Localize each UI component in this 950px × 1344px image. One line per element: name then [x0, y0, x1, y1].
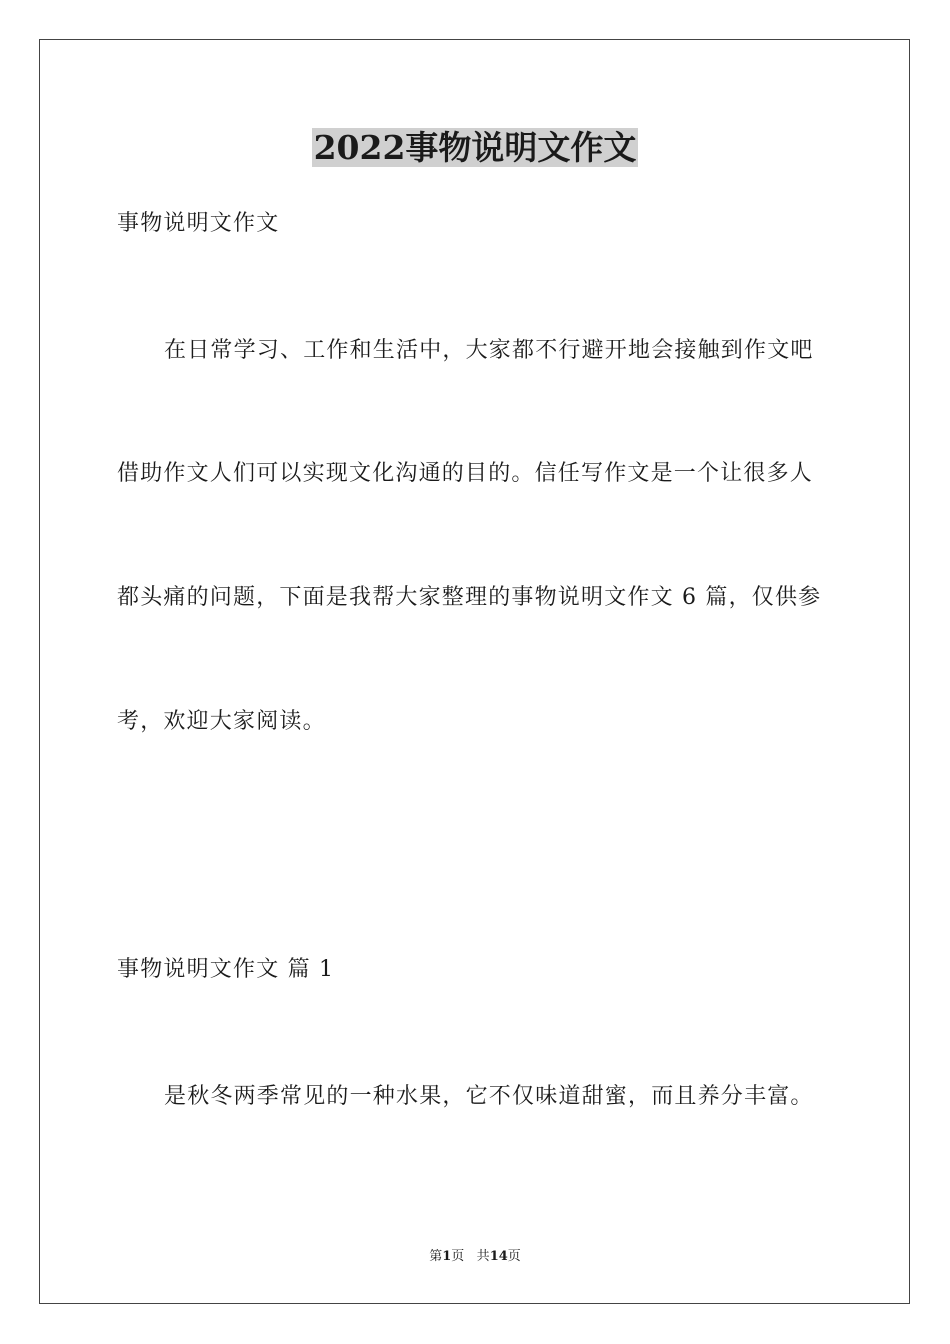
- total-prefix: 共: [476, 1249, 490, 1264]
- page-number: 1: [442, 1249, 452, 1264]
- page-footer: [0, 1248, 950, 1266]
- document-heading: 事物说明文作文: [117, 211, 280, 236]
- paragraph-line: 都头痛的问题，下面是我帮大家整理的事物说明文作文 6 篇，仅供参: [117, 585, 822, 610]
- paragraph-line: 考，欢迎大家阅读。: [117, 709, 326, 734]
- total-pages: 14: [489, 1249, 508, 1264]
- paragraph-line: 是秋冬两季常见的一种水果，它不仅味道甜蜜，而且养分丰富。: [164, 1084, 814, 1109]
- page-suffix: 页: [451, 1249, 465, 1264]
- page-prefix: 第: [429, 1249, 443, 1264]
- total-suffix: 页: [507, 1249, 521, 1264]
- section-heading: 事物说明文作文 篇 1: [117, 957, 335, 982]
- document-title: [0, 128, 950, 168]
- document-title-text: 2022事物说明文作文: [313, 128, 637, 167]
- paragraph-line: 借助作文人们可以实现文化沟通的目的。信任写作文是一个让很多人: [117, 461, 814, 486]
- paragraph-line: 在日常学习、工作和生活中，大家都不行避开地会接触到作文吧: [164, 338, 814, 363]
